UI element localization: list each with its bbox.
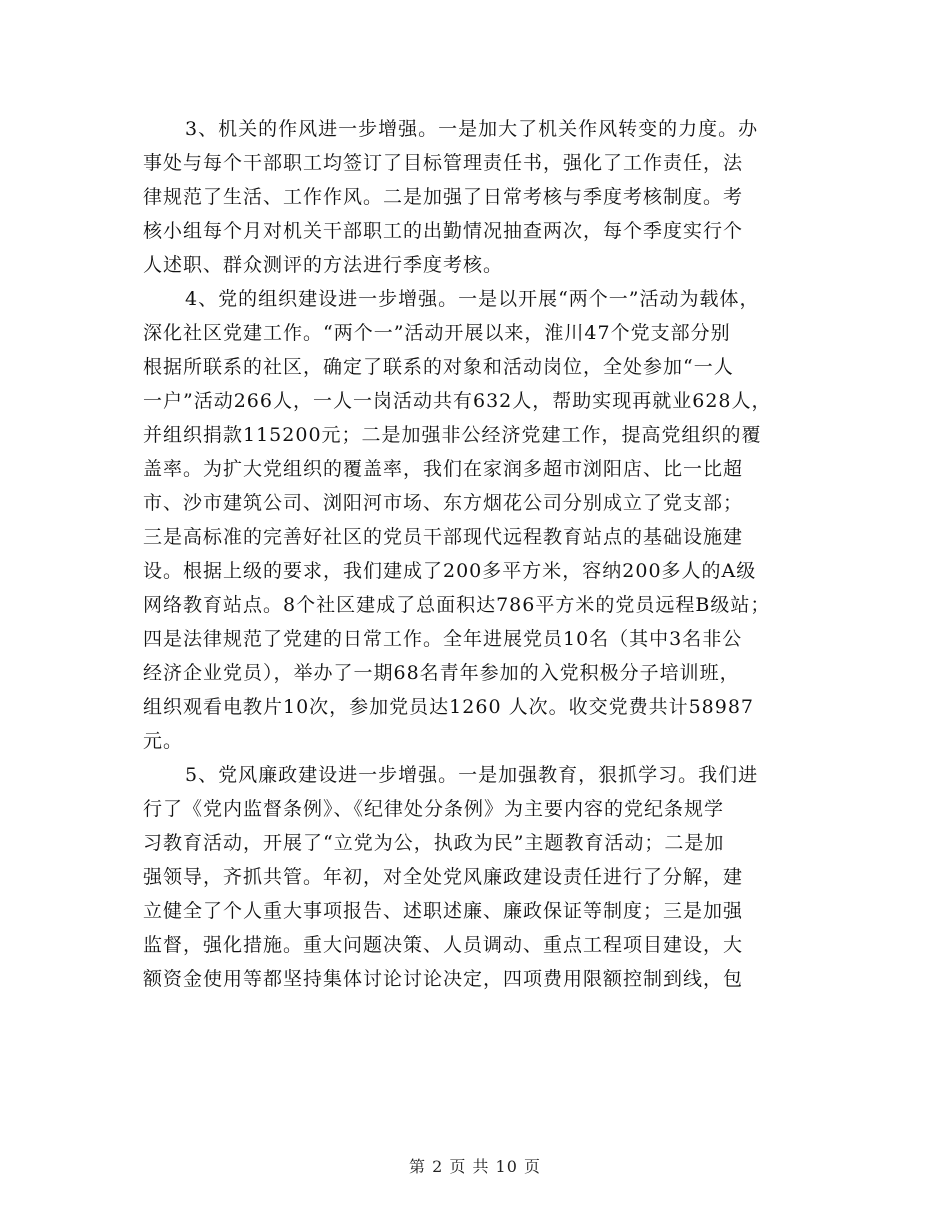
paragraph-5-line-5: 立健全了个人重大事项报告、述职述廉、廉政保证等制度；三是加强 <box>143 900 744 922</box>
document-body <box>143 112 823 996</box>
paragraph-4-line-11: 四是法律规范了党建的日常工作。全年进展党员10名（其中3名非公 <box>143 628 743 650</box>
paragraph-4-line-6: 盖率。为扩大党组织的覆盖率，我们在家润多超市浏阳店、比一比超 <box>143 458 744 480</box>
page-number-footer: 第 2 页 共 10 页 <box>409 1157 541 1176</box>
paragraph-4-line-5: 并组织捐款115200元；二是加强非公经济党建工作，提高党组织的覆 <box>143 424 762 446</box>
paragraph-4-line-10: 网络教育站点。8个社区建成了总面积达786平方米的党员远程B级站； <box>143 594 771 616</box>
paragraph-5-line-1: 5、党风廉政建设进一步增强。一是加强教育，狠抓学习。我们进 <box>185 764 759 786</box>
paragraph-5-line-7: 额资金使用等都坚持集体讨论讨论决定，四项费用限额控制到线，包 <box>143 968 744 990</box>
paragraph-4-line-1: 4、党的组织建设进一步增强。一是以开展“两个一”活动为载体， <box>185 288 760 310</box>
paragraph-3-line-3: 律规范了生活、工作作风。二是加强了日常考核与季度考核制度。考 <box>143 186 744 208</box>
paragraph-3-line-4: 核小组每个月对机关干部职工的出勤情况抽查两次，每个季度实行个 <box>143 220 744 242</box>
paragraph-4-line-12: 经济企业党员），举办了一期68名青年参加的入党积极分子培训班， <box>143 662 740 684</box>
paragraph-4-line-13: 组织观看电教片10次，参加党员达1260 人次。收交党费共计58987 <box>143 696 755 718</box>
paragraph-5-line-3: 习教育活动，开展了“立党为公，执政为民”主题教育活动；二是加 <box>143 832 725 854</box>
paragraph-4-line-9: 设。根据上级的要求，我们建成了200多平方米，容纳200多人的A级 <box>143 560 757 582</box>
paragraph-3-line-2: 事处与每个干部职工均签订了目标管理责任书，强化了工作责任，法 <box>143 152 744 174</box>
paragraph-4-line-3: 根据所联系的社区，确定了联系的对象和活动岗位，全处参加“一人 <box>143 356 734 378</box>
paragraph-4-line-2: 深化社区党建工作。“两个一”活动开展以来，淮川47个党支部分别 <box>143 322 731 344</box>
paragraph-5-line-4: 强领导，齐抓共管。年初，对全处党风廉政建设责任进行了分解，建 <box>143 866 744 888</box>
paragraph-5-line-6: 监督，强化措施。重大问题决策、人员调动、重点工程项目建设，大 <box>143 934 744 956</box>
paragraph-5-line-2: 行了《党内监督条例》、《纪律处分条例》为主要内容的党纪条规学 <box>143 798 725 820</box>
paragraph-4-line-7: 市、沙市建筑公司、浏阳河市场、东方烟花公司分别成立了党支部； <box>143 492 744 514</box>
paragraph-4-line-14: 元。 <box>143 730 184 752</box>
paragraph-4-line-4: 一户”活动266人，一人一岗活动共有632人，帮助实现再就业628人， <box>143 390 772 412</box>
paragraph-4-line-8: 三是高标准的完善好社区的党员干部现代远程教育站点的基础设施建 <box>143 526 744 548</box>
paragraph-3-line-5: 人述职、群众测评的方法进行季度考核。 <box>143 254 504 276</box>
paragraph-3-line-1: 3、机关的作风进一步增强。一是加大了机关作风转变的力度。办 <box>185 118 759 140</box>
